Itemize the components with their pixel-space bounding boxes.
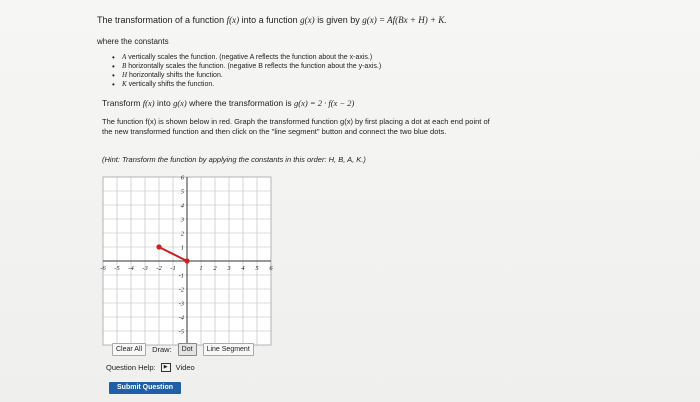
transform-formula: g(x) = 2 · f(x − 2) xyxy=(294,98,355,108)
y-tick-label: 3 xyxy=(180,216,184,224)
y-tick-label: 6 xyxy=(180,174,184,182)
x-tick-label: -1 xyxy=(170,265,176,272)
intro-g: g(x) xyxy=(300,15,315,25)
video-icon[interactable]: ▶ xyxy=(161,363,171,372)
x-tick-label: -6 xyxy=(100,265,106,272)
red-endpoint xyxy=(184,258,189,263)
y-tick-label: -4 xyxy=(178,314,184,322)
transform-instruction: Transform f(x) into g(x) where the transformation is g(x) = 2 · f(x − 2) xyxy=(102,98,355,108)
question-help xyxy=(106,363,195,372)
x-tick-label: 6 xyxy=(269,265,273,272)
y-tick-label: 2 xyxy=(180,230,184,238)
draw-label: Draw: xyxy=(152,345,172,354)
y-tick-label: -5 xyxy=(178,328,184,336)
dot-button[interactable]: Dot xyxy=(178,343,197,356)
x-tick-label: 4 xyxy=(241,265,245,272)
constant-a: • A vertically scales the function. (negative A reflects the function about the x-axis.) xyxy=(112,53,381,62)
x-tick-label: -3 xyxy=(142,265,148,272)
hint: (Hint: Transform the function by applying the constants in this order: H, B, A, K.) xyxy=(102,155,366,164)
y-tick-label: -3 xyxy=(178,300,184,308)
x-tick-label: -4 xyxy=(128,265,134,272)
x-tick-label: -5 xyxy=(114,265,120,272)
y-tick-label: -1 xyxy=(178,272,184,280)
x-tick-label: 1 xyxy=(199,265,203,272)
coordinate-graph[interactable] xyxy=(99,173,275,343)
clear-all-button[interactable]: Clear All xyxy=(112,343,146,356)
x-tick-label: 3 xyxy=(227,265,231,272)
intro-middle: into a function xyxy=(241,15,298,25)
constant-k: • K vertically shifts the function. xyxy=(112,80,381,89)
x-tick-label: -2 xyxy=(156,265,162,272)
where-text: where the constants xyxy=(97,37,169,46)
toolbar xyxy=(112,343,254,356)
intro-given-by: is given by xyxy=(317,15,360,25)
x-tick-label: 5 xyxy=(255,265,259,272)
y-tick-label: 4 xyxy=(180,202,184,210)
line-segment-button[interactable]: Line Segment xyxy=(203,343,254,356)
x-tick-label: 2 xyxy=(213,265,217,272)
constants-list xyxy=(112,53,381,89)
submit-question-button[interactable]: Submit Question xyxy=(109,382,181,394)
y-tick-label: 5 xyxy=(180,188,184,196)
intro-text xyxy=(97,15,447,25)
y-tick-label: 1 xyxy=(180,244,184,252)
description: The function f(x) is shown below in red. Graph the transformed function g(x) by first placing a dot at each end point of the new transformed function and then click on the "line segment" button and connect the two blue dots. xyxy=(102,117,490,136)
red-endpoint xyxy=(156,244,161,249)
intro-formula: g(x) = Af(Bx + H) + K. xyxy=(362,15,447,25)
intro-f: f(x) xyxy=(226,15,240,25)
constant-b: • B horizontally scales the function. (negative B reflects the function about the y-axis.) xyxy=(112,62,381,71)
intro-prefix: The transformation of a function xyxy=(97,15,225,25)
constant-h: • H horizontally shifts the function. xyxy=(112,71,381,80)
question-help-label: Question Help: xyxy=(106,363,156,372)
video-link[interactable]: Video xyxy=(175,363,195,372)
y-tick-label: -2 xyxy=(178,286,184,294)
